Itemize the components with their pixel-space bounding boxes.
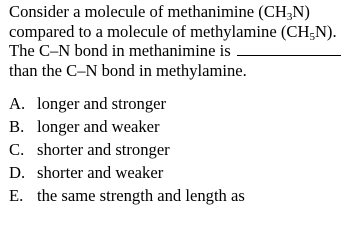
- choice-c[interactable]: [9, 138, 245, 161]
- choice-letter: B.: [9, 117, 25, 136]
- question-text: [9, 2, 345, 80]
- choice-text: shorter and stronger: [37, 140, 170, 159]
- question-line-1-end: N): [292, 2, 310, 21]
- choice-letter: C.: [9, 140, 25, 159]
- choice-text: the same strength and length as: [37, 186, 245, 205]
- subscript: 5: [309, 30, 315, 43]
- choice-letter: D.: [9, 163, 26, 182]
- question-line-2-end: N).: [314, 21, 337, 41]
- question-line-1: [9, 2, 345, 22]
- choice-text: longer and stronger: [37, 94, 167, 113]
- choice-e[interactable]: [9, 184, 245, 207]
- choice-text: shorter and weaker: [37, 163, 164, 182]
- choice-b[interactable]: [9, 115, 245, 138]
- choice-text: longer and weaker: [37, 117, 160, 136]
- question-line-4: than the C–N bond in methylamine.: [9, 60, 247, 80]
- choice-letter: A.: [9, 94, 26, 113]
- question-line-2: [9, 22, 345, 42]
- choice-a[interactable]: [9, 92, 245, 115]
- subscript: 3: [286, 11, 293, 23]
- choice-d[interactable]: [9, 161, 245, 184]
- question-line-1-text: Consider a molecule of methanimine (CH: [9, 2, 287, 21]
- choice-letter: E.: [9, 186, 24, 205]
- question-line-2-text: compared to a molecule of methylamine (CH: [9, 21, 310, 41]
- answer-choices: [9, 92, 245, 207]
- answer-blank: [237, 41, 341, 56]
- question-line-3: [9, 41, 345, 61]
- question-line-3-text: The C–N bond in methanimine is: [9, 41, 231, 61]
